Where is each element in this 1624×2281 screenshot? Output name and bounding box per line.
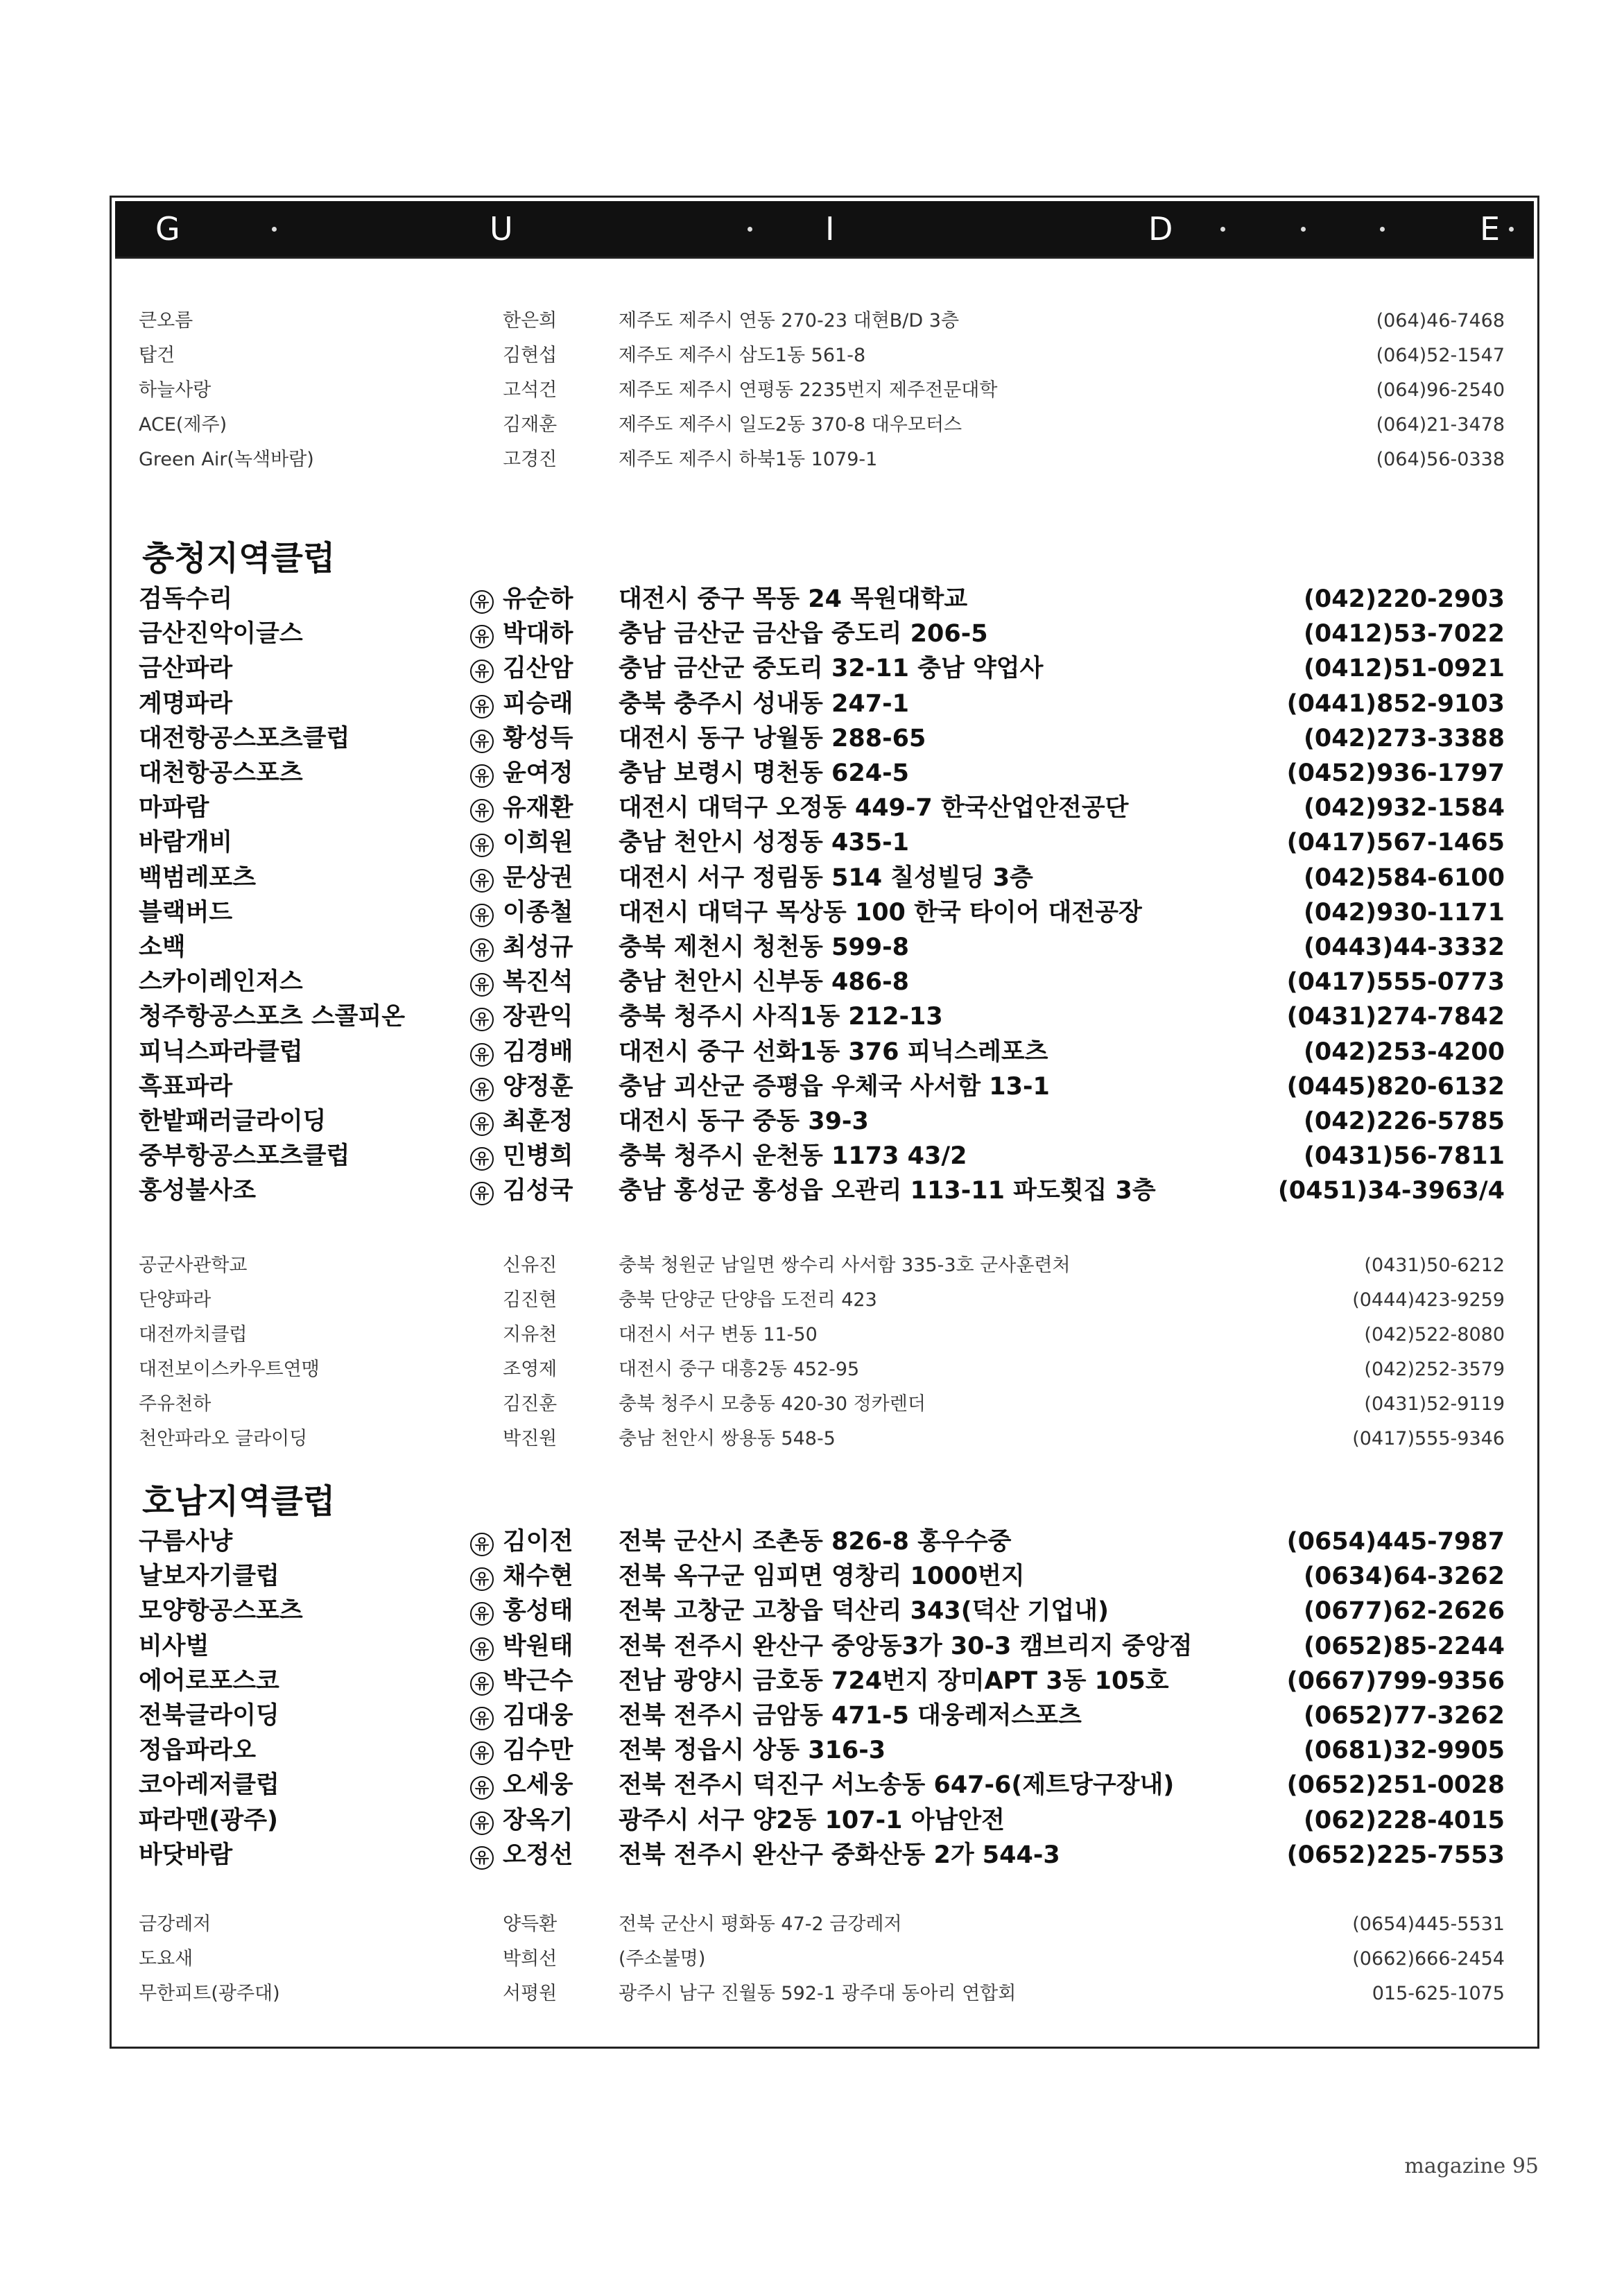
club-address: 전북 전주시 완산구 중앙동3가 30-3 캠브리지 중앙점 — [619, 1632, 1193, 1660]
club-phone: (064)52-1547 — [1376, 345, 1505, 366]
club-address: 광주시 서구 양2동 107-1 아남안전 — [619, 1806, 1005, 1834]
club-row — [139, 408, 1505, 442]
registered-mark-glyph: 유 — [470, 1776, 494, 1800]
club-row — [139, 1104, 1505, 1139]
club-representative: 홍성태 — [503, 1597, 573, 1626]
club-name: 날보자기클럽 — [139, 1563, 279, 1591]
registered-mark-glyph: 유 — [470, 1112, 494, 1136]
registered-mark-glyph: 유 — [470, 1811, 494, 1835]
club-representative: 윤여정 — [503, 759, 573, 787]
club-phone: (0652)85-2244 — [1303, 1632, 1505, 1660]
club-row — [139, 1907, 1505, 1942]
registered-mark-glyph: 유 — [470, 1846, 494, 1870]
club-representative: 조영제 — [503, 1359, 558, 1380]
registered-mark-glyph: 유 — [470, 1602, 494, 1626]
registered-mark-glyph: 유 — [470, 590, 494, 614]
club-row — [139, 373, 1505, 408]
registered-mark-icon — [470, 825, 494, 860]
club-row — [139, 617, 1505, 651]
club-address: 충북 청주시 운천동 1173 43/2 — [619, 1142, 967, 1171]
club-row — [139, 442, 1505, 477]
club-name: 단양파라 — [139, 1289, 211, 1311]
registered-mark-icon — [470, 930, 494, 965]
registered-mark-icon — [470, 1698, 494, 1733]
registered-mark-icon — [470, 1104, 494, 1139]
club-representative: 장옥기 — [503, 1806, 573, 1834]
club-phone: (042)252-3579 — [1364, 1359, 1505, 1380]
club-address: 전북 군산시 평화동 47-2 금강레저 — [619, 1913, 902, 1935]
club-representative: 최성규 — [503, 933, 573, 961]
club-row — [139, 721, 1505, 756]
club-phone: (042)220-2903 — [1303, 585, 1505, 613]
club-row — [139, 861, 1505, 895]
club-row — [139, 1838, 1505, 1873]
registered-mark-glyph: 유 — [470, 1533, 494, 1556]
club-phone: (0654)445-7987 — [1286, 1528, 1505, 1556]
club-address: 대전시 중구 선화1동 376 피닉스레포츠 — [619, 1038, 1048, 1066]
section-heading-chungcheong: 충청지역클럽 — [142, 539, 336, 578]
club-representative: 이희원 — [503, 829, 573, 857]
club-row — [139, 1698, 1505, 1733]
club-name: 홍성불사조 — [139, 1177, 257, 1205]
club-phone: (064)56-0338 — [1376, 449, 1505, 470]
guide-dot — [272, 227, 277, 232]
club-representative: 김진현 — [503, 1289, 558, 1311]
club-representative: 복진석 — [503, 968, 573, 997]
club-name: 파라맨(광주) — [139, 1806, 279, 1834]
registered-mark-icon — [470, 1594, 494, 1628]
club-phone: (0417)567-1465 — [1286, 829, 1505, 857]
registered-mark-icon — [470, 1559, 494, 1594]
registered-mark-glyph: 유 — [470, 764, 494, 788]
club-address: 충남 금산군 중도리 32-11 충남 약업사 — [619, 655, 1044, 683]
club-phone: (0677)62-2626 — [1303, 1597, 1505, 1626]
registered-mark-glyph: 유 — [470, 869, 494, 893]
registered-mark-glyph: 유 — [470, 938, 494, 962]
club-row — [139, 1977, 1505, 2011]
club-representative: 양득환 — [503, 1913, 558, 1935]
club-address: 충남 괴산군 증평읍 우체국 사서함 13-1 — [619, 1072, 1050, 1101]
club-address: 충남 홍성군 홍성읍 오관리 113-11 파도횟집 3층 — [619, 1177, 1156, 1205]
club-address: 전남 광양시 금호동 724번지 장미APT 3동 105호 — [619, 1667, 1169, 1695]
club-representative: 신유진 — [503, 1255, 558, 1276]
club-address: 전북 전주시 덕진구 서노송동 647-6(제트당구장내) — [619, 1771, 1175, 1800]
club-phone: (0431)56-7811 — [1303, 1142, 1505, 1171]
club-name: 피닉스파라클럽 — [139, 1038, 303, 1066]
club-address: 대전시 중구 목동 24 목원대학교 — [619, 585, 968, 613]
club-address: 제주도 제주시 연동 270-23 대현B/D 3층 — [619, 310, 960, 332]
club-row — [139, 1283, 1505, 1318]
club-phone: (0451)34-3963/4 — [1277, 1177, 1505, 1205]
club-representative: 김재훈 — [503, 414, 558, 436]
club-representative: 김이전 — [503, 1528, 573, 1556]
club-representative: 김산암 — [503, 655, 573, 683]
club-name: 백범레포츠 — [139, 863, 257, 892]
club-address: 제주도 제주시 일도2동 370-8 대우모터스 — [619, 414, 962, 436]
registered-mark-icon — [470, 1173, 494, 1208]
guide-letter: D — [1148, 210, 1173, 248]
club-phone: (064)96-2540 — [1376, 379, 1505, 401]
club-phone: (0443)44-3332 — [1303, 933, 1505, 961]
club-representative: 지유천 — [503, 1324, 558, 1345]
registered-mark-glyph: 유 — [470, 1147, 494, 1171]
club-row — [139, 1803, 1505, 1838]
club-representative: 박희선 — [503, 1948, 558, 1970]
club-representative: 문상권 — [503, 863, 573, 892]
club-representative: 장관익 — [503, 1003, 573, 1031]
club-phone: (0431)52-9119 — [1364, 1393, 1505, 1415]
registered-mark-glyph: 유 — [470, 1182, 494, 1205]
club-representative: 박근수 — [503, 1667, 573, 1695]
club-name: 금강레저 — [139, 1913, 211, 1935]
club-phone: (042)226-5785 — [1303, 1108, 1505, 1135]
club-name: 대전보이스카우트연맹 — [139, 1359, 320, 1380]
club-name: 스카이레인저스 — [139, 968, 303, 997]
club-row — [139, 1139, 1505, 1173]
club-address: 전북 옥구군 임피면 영창리 1000번지 — [619, 1563, 1025, 1591]
club-address: 충북 충주시 성내동 247-1 — [619, 689, 909, 718]
club-address: 충남 천안시 성정동 435-1 — [619, 829, 909, 857]
club-row — [139, 1733, 1505, 1768]
club-representative: 유순하 — [503, 585, 573, 613]
club-phone: (0662)666-2454 — [1352, 1948, 1505, 1970]
guide-letter: U — [490, 210, 513, 248]
club-name: 소백 — [139, 933, 186, 961]
page-footer: magazine 95 — [1404, 2154, 1539, 2178]
registered-mark-glyph: 유 — [470, 1707, 494, 1730]
club-address: 충북 청원군 남일면 쌍수리 사서함 335-3호 군사훈련처 — [619, 1255, 1071, 1276]
registered-mark-icon — [470, 1664, 494, 1698]
club-row — [139, 1559, 1505, 1594]
registered-mark-glyph: 유 — [470, 834, 494, 857]
club-row — [139, 687, 1505, 721]
club-name: 탑건 — [139, 345, 175, 366]
club-address: 제주도 제주시 연평동 2235번지 제주전문대학 — [619, 379, 998, 401]
club-name: 천안파라오 글라이딩 — [139, 1428, 308, 1449]
club-name: 바닷바람 — [139, 1841, 233, 1869]
club-name: 도요새 — [139, 1948, 193, 1970]
club-row — [139, 965, 1505, 999]
guide-header-bar — [115, 201, 1534, 257]
guide-dot — [1509, 227, 1514, 232]
club-name: 계명파라 — [139, 689, 233, 718]
guide-letter: I — [825, 210, 835, 248]
club-name: 비사벌 — [139, 1632, 209, 1660]
registered-mark-glyph: 유 — [470, 1008, 494, 1031]
guide-dot — [1301, 227, 1306, 232]
club-name: 에어로포스코 — [139, 1667, 279, 1695]
club-address: 대전시 동구 중동 39-3 — [619, 1108, 869, 1135]
club-representative: 김현섭 — [503, 345, 558, 366]
registered-mark-glyph: 유 — [470, 904, 494, 927]
club-name: 큰오름 — [139, 310, 193, 332]
club-representative: 고석건 — [503, 379, 558, 401]
club-name: 블랙버드 — [139, 898, 233, 927]
club-row — [139, 304, 1505, 338]
club-phone: (062)228-4015 — [1303, 1806, 1505, 1834]
club-representative: 김대웅 — [503, 1702, 573, 1730]
registered-mark-icon — [470, 1733, 494, 1768]
registered-mark-glyph: 유 — [470, 625, 494, 648]
club-address: 충남 천안시 신부동 486-8 — [619, 968, 909, 997]
club-address: 대전시 대덕구 오정동 449-7 한국산업안전공단 — [619, 794, 1129, 823]
registered-mark-icon — [470, 721, 494, 756]
club-name: 구름사냥 — [139, 1528, 233, 1556]
club-address: 전북 전주시 완산구 중화산동 2가 544-3 — [619, 1841, 1060, 1869]
club-name: 검독수리 — [139, 585, 233, 613]
registered-mark-icon — [470, 791, 494, 825]
club-representative: 박진원 — [503, 1428, 558, 1449]
club-address: 전북 군산시 조촌동 826-8 홍우수중 — [619, 1528, 1012, 1556]
club-address: (주소불명) — [619, 1948, 706, 1970]
club-name: 공군사관학교 — [139, 1255, 248, 1276]
club-address: 대전시 중구 대흥2동 452-95 — [619, 1359, 860, 1380]
club-row — [139, 1629, 1505, 1664]
club-row — [139, 338, 1505, 373]
club-name: 정읍파라오 — [139, 1737, 257, 1765]
club-phone: 015-625-1075 — [1372, 1983, 1505, 2004]
club-phone: (042)584-6100 — [1303, 863, 1505, 892]
club-address: 전북 전주시 금암동 471-5 대웅레저스포츠 — [619, 1702, 1082, 1730]
club-phone: (0681)32-9905 — [1303, 1737, 1505, 1765]
club-phone: (0444)423-9259 — [1352, 1289, 1505, 1311]
registered-mark-glyph: 유 — [470, 730, 494, 753]
club-row — [139, 1594, 1505, 1628]
club-phone: (064)21-3478 — [1376, 414, 1505, 436]
club-name: 코아레저클럽 — [139, 1771, 279, 1800]
registered-mark-icon — [470, 1768, 494, 1802]
club-name: ACE(제주) — [139, 414, 227, 436]
club-name: 전북글라이딩 — [139, 1702, 279, 1730]
registered-mark-glyph: 유 — [470, 1637, 494, 1661]
registered-mark-icon — [470, 999, 494, 1034]
club-phone: (0412)51-0921 — [1303, 655, 1505, 683]
club-phone: (0667)799-9356 — [1286, 1667, 1505, 1695]
guide-letter: E — [1480, 210, 1501, 248]
club-name: 금산파라 — [139, 655, 233, 683]
club-phone: (0452)936-1797 — [1286, 759, 1505, 787]
club-representative: 황성득 — [503, 724, 573, 752]
registered-mark-glyph: 유 — [470, 695, 494, 718]
club-row — [139, 1942, 1505, 1977]
club-representative: 최훈정 — [503, 1108, 573, 1135]
club-phone: (0412)53-7022 — [1303, 620, 1505, 648]
club-representative: 김경배 — [503, 1038, 573, 1066]
club-row — [139, 1422, 1505, 1456]
club-address: 광주시 남구 진월동 592-1 광주대 동아리 연합회 — [619, 1983, 1017, 2004]
club-phone: (0431)50-6212 — [1364, 1255, 1505, 1276]
club-representative: 김수만 — [503, 1737, 573, 1765]
club-phone: (042)930-1171 — [1303, 898, 1505, 927]
registered-mark-glyph: 유 — [470, 973, 494, 997]
registered-mark-icon — [470, 1629, 494, 1664]
club-representative: 박대하 — [503, 620, 573, 648]
registered-mark-icon — [470, 1803, 494, 1838]
club-name: 청주항공스포츠 스콜피온 — [139, 1003, 406, 1031]
club-row — [139, 1768, 1505, 1802]
club-phone: (064)46-7468 — [1376, 310, 1505, 332]
club-name: 모양항공스포츠 — [139, 1597, 303, 1626]
guide-letter: G — [155, 210, 180, 248]
registered-mark-glyph: 유 — [470, 799, 494, 823]
club-name: 금산진악이글스 — [139, 620, 303, 648]
club-name: 주유천하 — [139, 1393, 211, 1415]
club-address: 충남 천안시 쌍용동 548-5 — [619, 1428, 836, 1449]
club-row — [139, 651, 1505, 686]
club-address: 충북 청주시 사직1동 212-13 — [619, 1003, 943, 1031]
club-phone: (0654)445-5531 — [1352, 1913, 1505, 1935]
club-representative: 채수현 — [503, 1563, 573, 1591]
club-phone: (0417)555-0773 — [1286, 968, 1505, 997]
club-phone: (042)932-1584 — [1303, 794, 1505, 823]
club-phone: (042)522-8080 — [1364, 1324, 1505, 1345]
registered-mark-glyph: 유 — [470, 1043, 494, 1067]
club-address: 전북 고창군 고창읍 덕산리 343(덕산 기업내) — [619, 1597, 1109, 1626]
registered-mark-icon — [470, 582, 494, 617]
registered-mark-icon — [470, 1069, 494, 1104]
registered-mark-icon — [470, 1035, 494, 1069]
club-address: 충북 제천시 청천동 599-8 — [619, 933, 909, 961]
registered-mark-glyph: 유 — [470, 1567, 494, 1591]
club-name: 바람개비 — [139, 829, 233, 857]
registered-mark-icon — [470, 617, 494, 651]
club-representative: 양정훈 — [503, 1072, 573, 1101]
club-name: Green Air(녹색바람) — [139, 449, 314, 470]
registered-mark-glyph: 유 — [470, 660, 494, 683]
club-row — [139, 895, 1505, 930]
registered-mark-icon — [470, 1139, 494, 1173]
club-phone: (0652)77-3262 — [1303, 1702, 1505, 1730]
registered-mark-glyph: 유 — [470, 1672, 494, 1696]
club-representative: 박원태 — [503, 1632, 573, 1660]
club-name: 대전항공스포츠클럽 — [139, 724, 350, 752]
club-phone: (0445)820-6132 — [1286, 1072, 1505, 1101]
club-name: 하늘사랑 — [139, 379, 211, 401]
club-row — [139, 825, 1505, 860]
club-representative: 김진훈 — [503, 1393, 558, 1415]
registered-mark-icon — [470, 1838, 494, 1873]
club-address: 충남 금산군 금산읍 중도리 206-5 — [619, 620, 988, 648]
club-name: 마파람 — [139, 794, 209, 823]
club-representative: 고경진 — [503, 449, 558, 470]
registered-mark-icon — [470, 895, 494, 930]
registered-mark-icon — [470, 687, 494, 721]
guide-dot — [748, 227, 752, 232]
club-row — [139, 1387, 1505, 1422]
club-row — [139, 791, 1505, 825]
club-name: 무한피트(광주대) — [139, 1983, 280, 2004]
club-row — [139, 756, 1505, 791]
club-phone: (0441)852-9103 — [1286, 689, 1505, 718]
club-row — [139, 1318, 1505, 1352]
club-address: 대전시 서구 정림동 514 칠성빌딩 3층 — [619, 863, 1033, 892]
club-representative: 오세웅 — [503, 1771, 573, 1800]
club-phone: (042)273-3388 — [1303, 724, 1505, 752]
club-representative: 한은희 — [503, 310, 558, 332]
guide-dot — [1380, 227, 1385, 232]
club-representative: 피승래 — [503, 689, 573, 718]
club-representative: 민병희 — [503, 1142, 573, 1171]
registered-mark-glyph: 유 — [470, 1078, 494, 1101]
club-address: 대전시 동구 낭월동 288-65 — [619, 724, 926, 752]
club-representative: 이종철 — [503, 898, 573, 927]
club-row — [139, 999, 1505, 1034]
club-address: 충북 단양군 단양읍 도전리 423 — [619, 1289, 877, 1311]
club-address: 제주도 제주시 삼도1동 561-8 — [619, 345, 866, 366]
club-row — [139, 1352, 1505, 1387]
club-row — [139, 1173, 1505, 1208]
club-phone: (0634)64-3262 — [1303, 1563, 1505, 1591]
club-row — [139, 1524, 1505, 1559]
club-phone: (042)253-4200 — [1303, 1038, 1505, 1066]
section-heading-honam: 호남지역클럽 — [142, 1482, 336, 1521]
club-row — [139, 1035, 1505, 1069]
club-address: 대전시 서구 변동 11-50 — [619, 1324, 818, 1345]
club-name: 흑표파라 — [139, 1072, 233, 1101]
club-name: 한밭패러글라이딩 — [139, 1108, 327, 1135]
registered-mark-icon — [470, 651, 494, 686]
club-row — [139, 1664, 1505, 1698]
registered-mark-icon — [470, 1524, 494, 1559]
header-rule — [115, 257, 1534, 259]
registered-mark-icon — [470, 756, 494, 791]
registered-mark-icon — [470, 965, 494, 999]
club-phone: (0417)555-9346 — [1352, 1428, 1505, 1449]
club-representative: 오정선 — [503, 1841, 573, 1869]
club-address: 충남 보령시 명천동 624-5 — [619, 759, 909, 787]
club-row — [139, 1248, 1505, 1283]
club-representative: 김성국 — [503, 1177, 573, 1205]
club-row — [139, 582, 1505, 617]
club-name: 중부항공스포츠클럽 — [139, 1142, 350, 1171]
club-representative: 유재환 — [503, 794, 573, 823]
club-address: 대전시 대덕구 목상동 100 한국 타이어 대전공장 — [619, 898, 1142, 927]
club-phone: (0431)274-7842 — [1286, 1003, 1505, 1031]
club-representative: 서평원 — [503, 1983, 558, 2004]
club-name: 대전까치클럽 — [139, 1324, 248, 1345]
club-phone: (0652)225-7553 — [1286, 1841, 1505, 1869]
club-address: 전북 정읍시 상동 316-3 — [619, 1737, 886, 1765]
registered-mark-glyph: 유 — [470, 1741, 494, 1765]
guide-dot — [1220, 227, 1225, 232]
club-address: 제주도 제주시 하북1동 1079-1 — [619, 449, 878, 470]
registered-mark-icon — [470, 861, 494, 895]
club-address: 충북 청주시 모충동 420-30 정카렌더 — [619, 1393, 926, 1415]
club-row — [139, 930, 1505, 965]
club-row — [139, 1069, 1505, 1104]
club-name: 대천항공스포츠 — [139, 759, 303, 787]
club-phone: (0652)251-0028 — [1286, 1771, 1505, 1800]
